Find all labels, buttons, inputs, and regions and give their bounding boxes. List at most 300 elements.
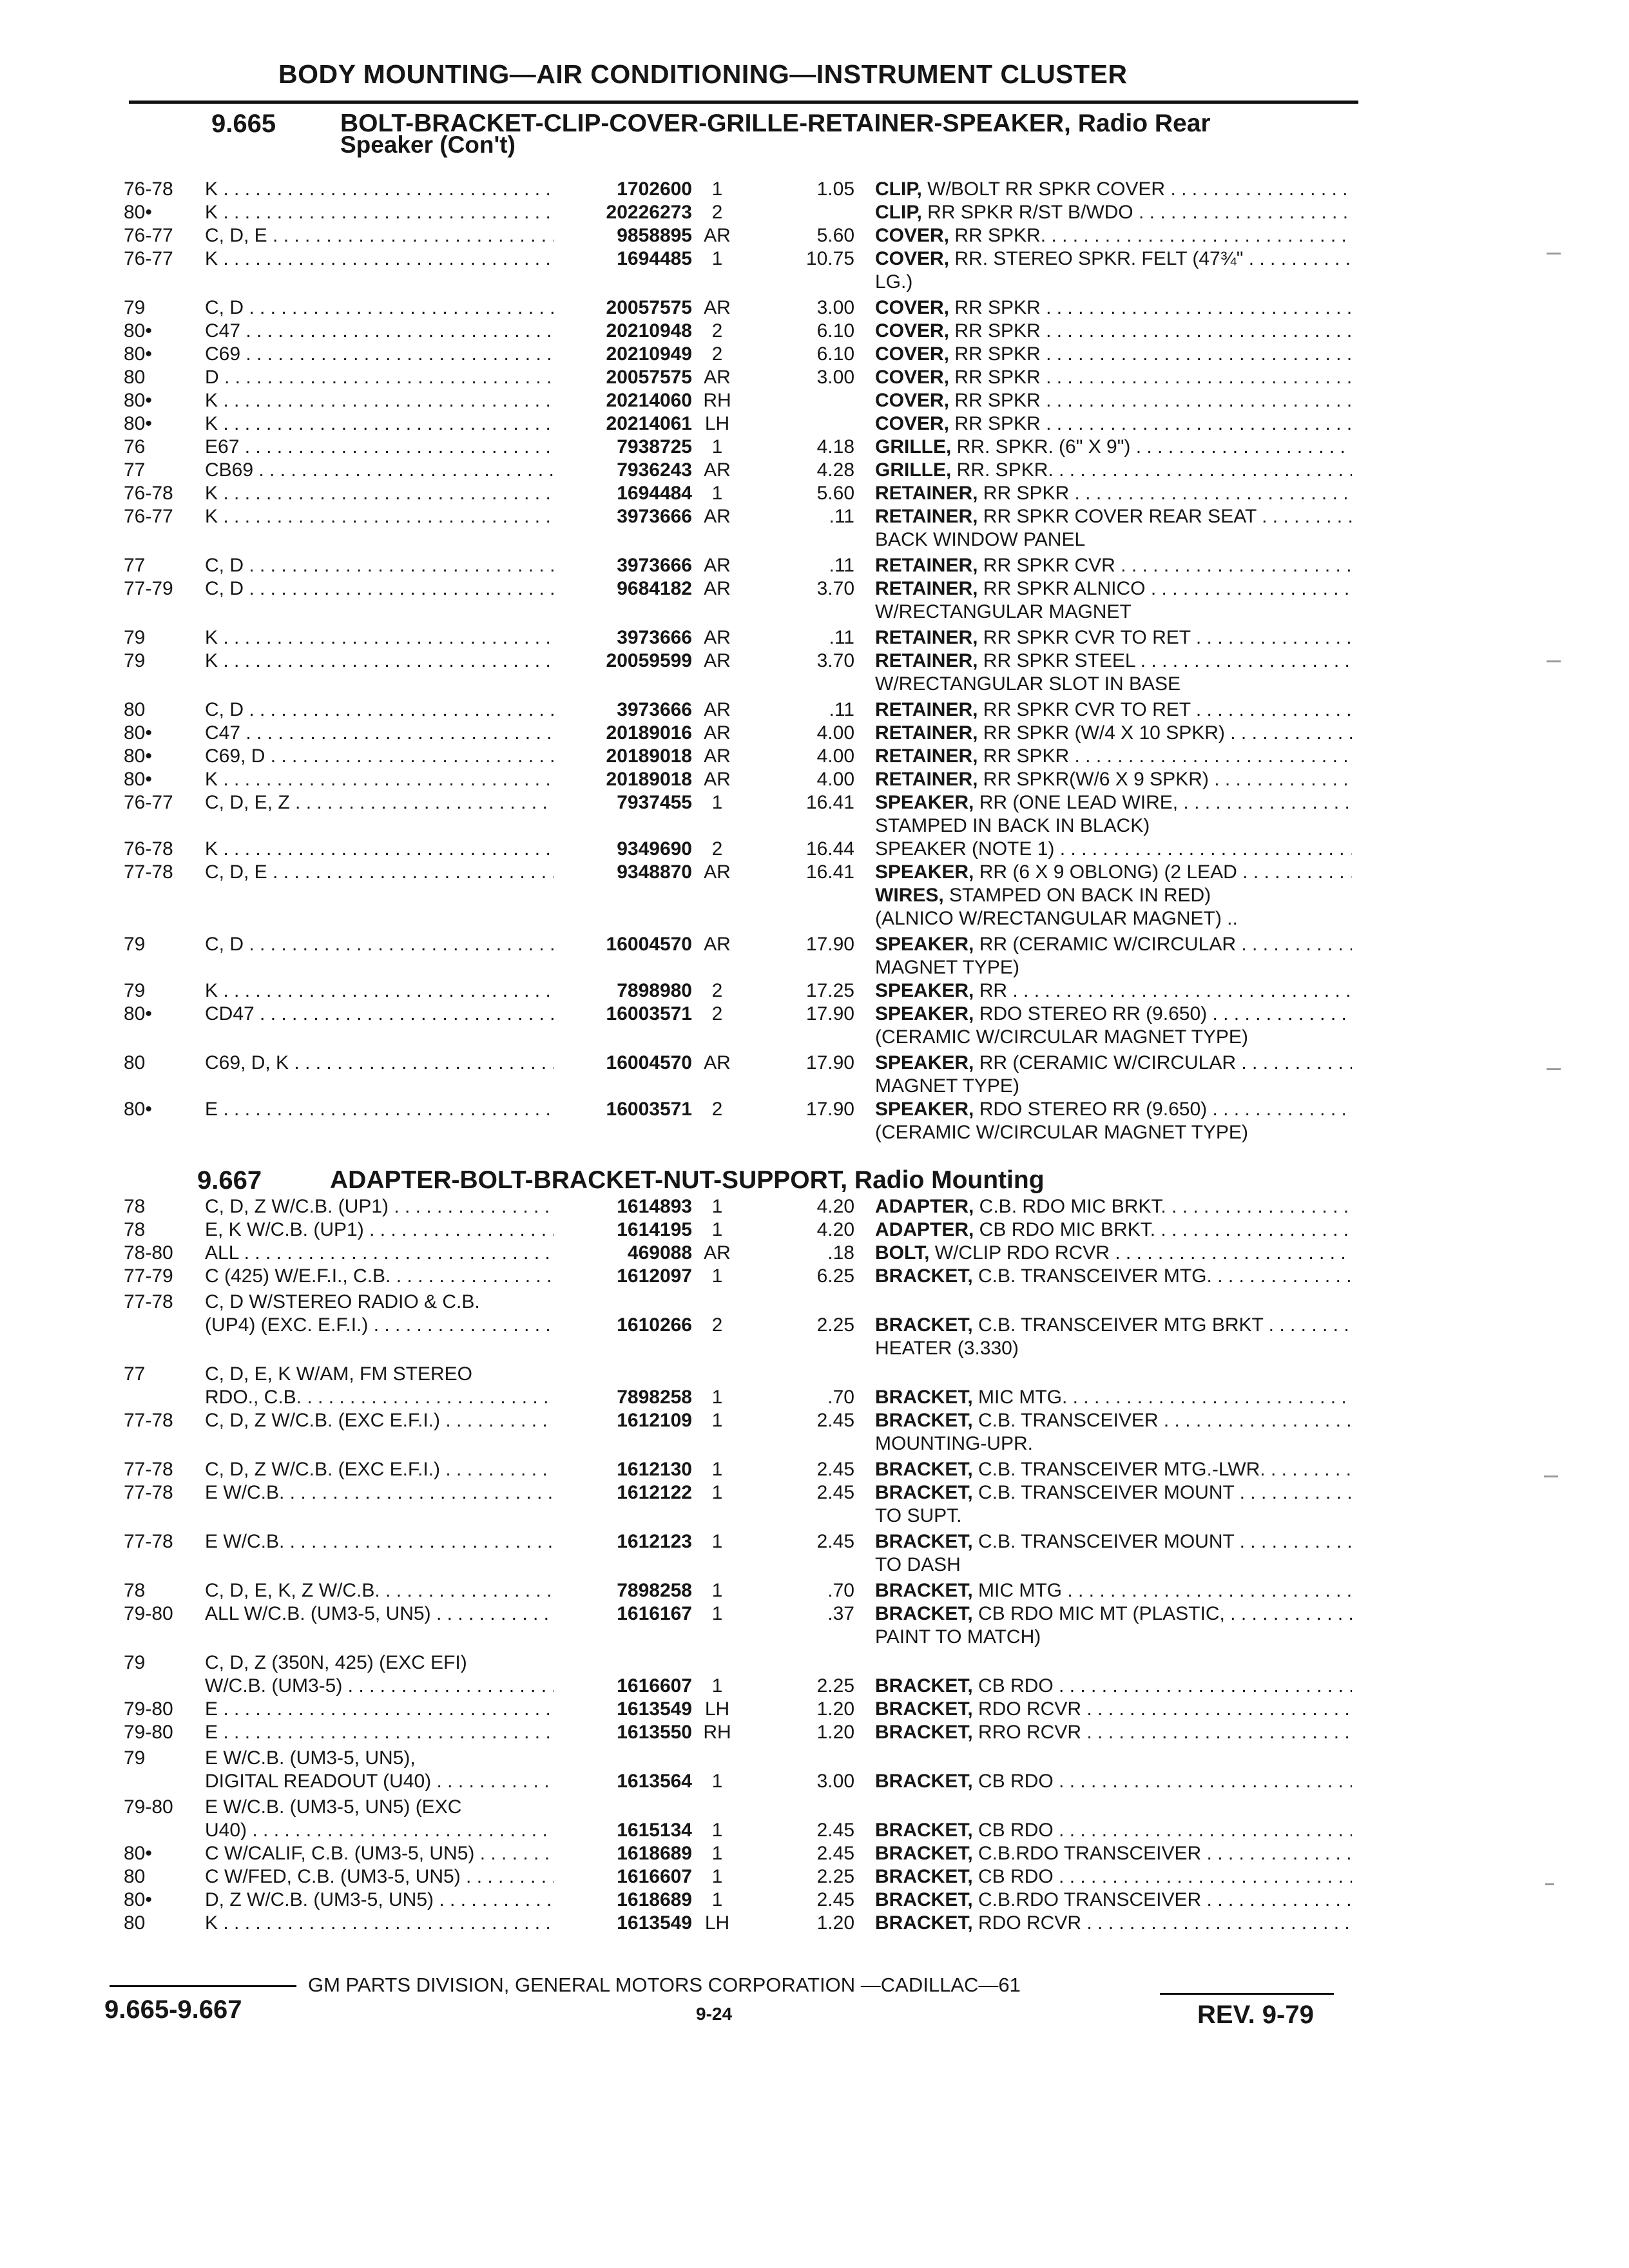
table-row bbox=[0, 1602, 1629, 1626]
part-name: BRACKET, bbox=[875, 1820, 973, 1841]
quantity-cell: 1 bbox=[711, 1482, 723, 1503]
quantity-cell: 1 bbox=[711, 1410, 723, 1431]
description-cell: BRACKET, RRO RCVR . . . bbox=[875, 1721, 1352, 1744]
description-cell: MAGNET TYPE) bbox=[875, 957, 1019, 978]
description-cell: CLIP, W/BOLT RR SPKR COVER . . . bbox=[875, 178, 1352, 201]
part-number-cell: 1612097 bbox=[617, 1265, 692, 1287]
description-cell: W/RECTANGULAR SLOT IN BASE bbox=[875, 673, 1181, 695]
table-row bbox=[0, 1458, 1629, 1481]
description-cell: RETAINER, RR SPKR (W/4 X 10 SPKR) . . . bbox=[875, 722, 1352, 745]
description-cell: BRACKET, RDO RCVR . . . bbox=[875, 1912, 1352, 1935]
description-cell: BRACKET, C.B. TRANSCEIVER MOUNT . . . bbox=[875, 1481, 1352, 1504]
table-row bbox=[0, 366, 1629, 389]
year-cell: 76 bbox=[124, 436, 146, 457]
price-cell: 16.44 bbox=[805, 838, 854, 860]
footer-page-number: 9-24 bbox=[696, 2004, 733, 2024]
year-cell: 79 bbox=[124, 980, 146, 1001]
part-name: BRACKET, bbox=[875, 1482, 973, 1503]
table-row bbox=[0, 1432, 1629, 1456]
year-cell: 80• bbox=[124, 1843, 152, 1864]
description-cell: COVER, RR SPKR . . . bbox=[875, 412, 1352, 436]
table-row bbox=[0, 1553, 1629, 1577]
quantity-cell: AR bbox=[704, 722, 731, 744]
model-cell: C47 . . . bbox=[205, 722, 554, 745]
table-row bbox=[0, 1195, 1629, 1218]
price-cell: 17.90 bbox=[805, 934, 854, 955]
part-number-cell: 7898258 bbox=[617, 1387, 692, 1408]
description-cell: SPEAKER, RR (6 X 9 OBLONG) (2 LEAD . . . bbox=[875, 861, 1352, 884]
part-number-cell: 16004570 bbox=[606, 1052, 692, 1073]
table-row bbox=[0, 1314, 1629, 1337]
model-cell: E67 . . . bbox=[205, 436, 554, 459]
price-cell: 10.75 bbox=[805, 248, 854, 269]
model-cell: D, Z W/C.B. (UM3-5, UN5) . . . bbox=[205, 1888, 554, 1912]
table-row bbox=[0, 1912, 1629, 1935]
model-cell: (UP4) (EXC. E.F.I.) . . . bbox=[205, 1314, 554, 1337]
model-cell: C, D, E . . . bbox=[205, 861, 554, 884]
part-name: BRACKET, bbox=[875, 1889, 973, 1910]
year-cell: 79-80 bbox=[124, 1603, 173, 1624]
description-cell: RETAINER, RR SPKR(W/6 X 9 SPKR) . . . bbox=[875, 768, 1352, 791]
table-row bbox=[0, 577, 1629, 601]
part-name: WIRES, bbox=[875, 885, 944, 906]
part-name: COVER, bbox=[875, 248, 950, 269]
part-name: SPEAKER, bbox=[875, 980, 974, 1001]
price-cell: .70 bbox=[827, 1387, 854, 1408]
section-title: ADAPTER-BOLT-BRACKET-NUT-SUPPORT, Radio Mounting bbox=[330, 1166, 1045, 1194]
part-name: BRACKET, bbox=[875, 1843, 973, 1864]
margin-mark bbox=[1547, 253, 1561, 255]
description-cell: BRACKET, MIC MTG . . . bbox=[875, 1579, 1352, 1602]
quantity-cell: AR bbox=[704, 699, 731, 720]
quantity-cell: AR bbox=[704, 1052, 731, 1073]
description-cell: BACK WINDOW PANEL bbox=[875, 529, 1086, 550]
part-name: BRACKET, bbox=[875, 1531, 973, 1552]
model-cell: CD47 . . . bbox=[205, 1003, 554, 1026]
part-name: BRACKET, bbox=[875, 1771, 973, 1792]
description-cell: ADAPTER, C.B. RDO MIC BRKT. . . . bbox=[875, 1195, 1352, 1218]
price-cell: 4.18 bbox=[816, 436, 854, 457]
part-name: ADAPTER, bbox=[875, 1196, 974, 1217]
table-row bbox=[0, 178, 1629, 201]
quantity-cell: 1 bbox=[711, 1771, 723, 1792]
model-cell: K . . . bbox=[205, 247, 554, 271]
table-row bbox=[0, 1003, 1629, 1026]
part-name: SPEAKER, bbox=[875, 792, 974, 813]
part-name: BOLT, bbox=[875, 1242, 930, 1264]
part-name: BRACKET, bbox=[875, 1314, 973, 1336]
description-cell: RETAINER, RR SPKR STEEL . . . bbox=[875, 649, 1352, 673]
table-row bbox=[0, 933, 1629, 956]
table-row bbox=[0, 1698, 1629, 1721]
description-cell: BRACKET, CB RDO . . . bbox=[875, 1865, 1352, 1888]
model-cell: E W/C.B. . . . bbox=[205, 1481, 554, 1504]
footer-rule-left bbox=[110, 1985, 296, 1987]
part-number-cell: 1618689 bbox=[617, 1843, 692, 1864]
part-name: RETAINER, bbox=[875, 769, 978, 790]
model-cell: K . . . bbox=[205, 979, 554, 1003]
quantity-cell: 2 bbox=[711, 980, 723, 1001]
price-cell: 6.25 bbox=[816, 1265, 854, 1287]
description-cell: BOLT, W/CLIP RDO RCVR . . . bbox=[875, 1242, 1352, 1265]
price-cell: 1.05 bbox=[816, 178, 854, 200]
model-cell: CB69 . . . bbox=[205, 459, 554, 482]
model-cell: C, D . . . bbox=[205, 933, 554, 956]
model-cell: K . . . bbox=[205, 412, 554, 436]
margin-mark bbox=[1547, 1068, 1561, 1070]
description-cell: BRACKET, C.B. TRANSCEIVER MTG BRKT . . . bbox=[875, 1314, 1352, 1337]
year-cell: 78 bbox=[124, 1196, 146, 1217]
table-row bbox=[0, 436, 1629, 459]
description-cell: SPEAKER, RR (CERAMIC W/CIRCULAR . . . bbox=[875, 1052, 1352, 1075]
model-cell: K . . . bbox=[205, 626, 554, 649]
part-number-cell: 7937455 bbox=[617, 792, 692, 813]
description-cell: BRACKET, C.B. TRANSCEIVER MTG.-LWR. . . . bbox=[875, 1458, 1352, 1481]
description-cell: RETAINER, RR SPKR CVR . . . bbox=[875, 554, 1352, 577]
part-number-cell: 20057575 bbox=[606, 297, 692, 318]
model-cell: C47 . . . bbox=[205, 320, 554, 343]
model-cell: C69 . . . bbox=[205, 343, 554, 366]
price-cell: 2.45 bbox=[816, 1531, 854, 1552]
description-cell: BRACKET, MIC MTG. . . . bbox=[875, 1386, 1352, 1409]
price-cell: 6.10 bbox=[816, 343, 854, 365]
description-cell: BRACKET, CB RDO MIC MT (PLASTIC, . . . bbox=[875, 1602, 1352, 1626]
table-row bbox=[0, 201, 1629, 224]
description-cell: (ALNICO W/RECTANGULAR MAGNET) .. bbox=[875, 908, 1238, 929]
page-header bbox=[129, 59, 1358, 104]
model-cell: K . . . bbox=[205, 768, 554, 791]
price-cell: 2.25 bbox=[816, 1866, 854, 1887]
part-number-cell: 1694484 bbox=[617, 483, 692, 504]
quantity-cell: RH bbox=[703, 390, 731, 411]
quantity-cell: AR bbox=[704, 555, 731, 576]
description-cell: COVER, RR SPKR. . . . bbox=[875, 224, 1352, 247]
part-number-cell: 1612123 bbox=[617, 1531, 692, 1552]
quantity-cell: AR bbox=[704, 459, 731, 481]
model-cell: C69, D . . . bbox=[205, 745, 554, 768]
part-name: COVER, bbox=[875, 343, 950, 365]
price-cell: 2.45 bbox=[816, 1482, 854, 1503]
description-cell: BRACKET, C.B. TRANSCEIVER MOUNT . . . bbox=[875, 1530, 1352, 1553]
model-cell: K . . . bbox=[205, 1912, 554, 1935]
price-cell: 4.00 bbox=[816, 722, 854, 744]
table-row bbox=[0, 412, 1629, 436]
description-cell: PAINT TO MATCH) bbox=[875, 1626, 1041, 1648]
quantity-cell: 2 bbox=[711, 1314, 723, 1336]
part-number-cell: 1612122 bbox=[617, 1482, 692, 1503]
quantity-cell: LH bbox=[704, 1912, 730, 1934]
section-title: BOLT-BRACKET-CLIP-COVER-GRILLE-RETAINER-SPEAKER, Radio Rear Speaker (Con't) bbox=[340, 110, 1211, 158]
year-cell: 80 bbox=[124, 367, 146, 388]
description-cell: RETAINER, RR SPKR CVR TO RET . . . bbox=[875, 698, 1352, 722]
table-row bbox=[0, 1242, 1629, 1265]
year-cell: 79-80 bbox=[124, 1722, 173, 1743]
description-cell: TO DASH bbox=[875, 1554, 961, 1575]
table-row bbox=[0, 271, 1629, 294]
part-name: BRACKET, bbox=[875, 1580, 973, 1601]
table-row bbox=[0, 247, 1629, 271]
quantity-cell: 2 bbox=[711, 838, 723, 860]
quantity-cell: 1 bbox=[711, 1459, 723, 1480]
table-row bbox=[0, 601, 1629, 624]
description-cell: COVER, RR SPKR . . . bbox=[875, 366, 1352, 389]
table-row bbox=[0, 1337, 1629, 1360]
year-cell: 77-78 bbox=[124, 1291, 173, 1312]
model-cell: E . . . bbox=[205, 1721, 554, 1744]
model-cell: E . . . bbox=[205, 1698, 554, 1721]
quantity-cell: AR bbox=[704, 297, 731, 318]
year-cell: 79 bbox=[124, 934, 146, 955]
table-row bbox=[0, 343, 1629, 366]
model-cell: C, D, E, Z . . . bbox=[205, 791, 554, 814]
part-name: COVER, bbox=[875, 297, 950, 318]
price-cell: .37 bbox=[827, 1603, 854, 1624]
year-cell: 80 bbox=[124, 1866, 146, 1887]
price-cell: 1.20 bbox=[816, 1722, 854, 1743]
description-cell: BRACKET, CB RDO . . . bbox=[875, 1675, 1352, 1698]
part-name: BRACKET, bbox=[875, 1603, 973, 1624]
table-row bbox=[0, 649, 1629, 673]
model-cell: E . . . bbox=[205, 1098, 554, 1121]
table-row bbox=[0, 459, 1629, 482]
description-cell: COVER, RR SPKR . . . bbox=[875, 389, 1352, 412]
table-row bbox=[0, 1796, 1629, 1819]
price-cell: 3.00 bbox=[816, 1771, 854, 1792]
part-name: GRILLE, bbox=[875, 459, 952, 481]
part-number-cell: 1615134 bbox=[617, 1820, 692, 1841]
margin-mark bbox=[1544, 1475, 1558, 1477]
margin-mark bbox=[1545, 1883, 1554, 1885]
page-title: BODY MOUNTING—AIR CONDITIONING—INSTRUMENT CLUSTER bbox=[278, 59, 1128, 89]
price-cell: .11 bbox=[829, 699, 854, 720]
model-cell: K . . . bbox=[205, 201, 554, 224]
quantity-cell: 1 bbox=[711, 1387, 723, 1408]
quantity-cell: 1 bbox=[711, 1675, 723, 1696]
price-cell: .18 bbox=[827, 1242, 854, 1264]
price-cell: 16.41 bbox=[805, 792, 854, 813]
description-cell: STAMPED IN BACK IN BLACK) bbox=[875, 815, 1150, 836]
description-cell: RETAINER, RR SPKR COVER REAR SEAT . . . bbox=[875, 505, 1352, 528]
price-cell: 17.90 bbox=[805, 1099, 854, 1120]
price-cell: 5.60 bbox=[816, 225, 854, 246]
part-name: BRACKET, bbox=[875, 1459, 973, 1480]
quantity-cell: AR bbox=[704, 769, 731, 790]
part-number-cell: 7898258 bbox=[617, 1580, 692, 1601]
price-cell: 4.20 bbox=[816, 1219, 854, 1240]
quantity-cell: 2 bbox=[711, 343, 723, 365]
part-name: CLIP, bbox=[875, 178, 922, 200]
part-name: RETAINER, bbox=[875, 722, 978, 744]
table-row bbox=[0, 1409, 1629, 1432]
table-row bbox=[0, 224, 1629, 247]
quantity-cell: 2 bbox=[711, 1003, 723, 1024]
description-cell: RETAINER, RR SPKR . . . bbox=[875, 745, 1352, 768]
year-cell: 77-78 bbox=[124, 861, 173, 883]
table-row bbox=[0, 626, 1629, 649]
part-number-cell: 9349690 bbox=[617, 838, 692, 860]
part-number-cell: 1610266 bbox=[617, 1314, 692, 1336]
model-cell: D . . . bbox=[205, 366, 554, 389]
table-row bbox=[0, 884, 1629, 907]
table-row bbox=[0, 1747, 1629, 1770]
quantity-cell: RH bbox=[703, 1722, 731, 1743]
quantity-cell: 1 bbox=[711, 1265, 723, 1287]
quantity-cell: 1 bbox=[711, 1866, 723, 1887]
section-subtitle: Speaker (Con't) bbox=[340, 131, 516, 158]
quantity-cell: LH bbox=[704, 413, 730, 434]
part-name: COVER, bbox=[875, 390, 950, 411]
description-cell: RETAINER, RR SPKR ALNICO . . . bbox=[875, 577, 1352, 601]
part-name: BRACKET, bbox=[875, 1410, 973, 1431]
description-cell: HEATER (3.330) bbox=[875, 1338, 1019, 1359]
model-cell: C, D . . . bbox=[205, 698, 554, 722]
description-cell: BRACKET, C.B. TRANSCEIVER . . . bbox=[875, 1409, 1352, 1432]
part-number-cell: 1616607 bbox=[617, 1675, 692, 1696]
table-row bbox=[0, 814, 1629, 838]
quantity-cell: AR bbox=[704, 861, 731, 883]
part-name: RETAINER, bbox=[875, 555, 978, 576]
part-number-cell: 1613549 bbox=[617, 1912, 692, 1934]
description-cell: RETAINER, RR SPKR CVR TO RET . . . bbox=[875, 626, 1352, 649]
quantity-cell: AR bbox=[704, 506, 731, 527]
part-number-cell: 20210949 bbox=[606, 343, 692, 365]
year-cell: 80 bbox=[124, 1052, 146, 1073]
year-cell: 79 bbox=[124, 650, 146, 671]
footer-revision: REV. 9-79 bbox=[1197, 2001, 1314, 2029]
table-row bbox=[0, 1842, 1629, 1865]
price-cell: .70 bbox=[827, 1580, 854, 1601]
model-cell: K . . . bbox=[205, 838, 554, 861]
quantity-cell: LH bbox=[704, 1698, 730, 1720]
quantity-cell: 1 bbox=[711, 436, 723, 457]
section-number: 9.667 bbox=[197, 1166, 262, 1195]
model-cell: C, D . . . bbox=[205, 296, 554, 320]
part-name: COVER, bbox=[875, 320, 950, 341]
description-cell: SPEAKER, RDO STEREO RR (9.650) . . . bbox=[875, 1098, 1352, 1121]
description-cell: SPEAKER, RR . . . bbox=[875, 979, 1352, 1003]
table-row bbox=[0, 979, 1629, 1003]
part-name: SPEAKER, bbox=[875, 1052, 974, 1073]
model-cell: C, D, Z (350N, 425) (EXC EFI) bbox=[205, 1652, 467, 1673]
model-cell: C, D, E, K W/AM, FM STEREO bbox=[205, 1363, 473, 1385]
table-row bbox=[0, 698, 1629, 722]
part-number-cell: 3973666 bbox=[617, 627, 692, 648]
part-name: BRACKET, bbox=[875, 1912, 973, 1934]
model-cell: W/C.B. (UM3-5) . . . bbox=[205, 1675, 554, 1698]
part-name: CLIP, bbox=[875, 202, 922, 223]
table-row bbox=[0, 1770, 1629, 1793]
price-cell: 17.25 bbox=[805, 980, 854, 1001]
description-cell: BRACKET, C.B. TRANSCEIVER MTG. . . . bbox=[875, 1265, 1352, 1288]
table-row bbox=[0, 768, 1629, 791]
part-name: RETAINER, bbox=[875, 699, 978, 720]
part-number-cell: 1613549 bbox=[617, 1698, 692, 1720]
year-cell: 77-78 bbox=[124, 1531, 173, 1552]
model-cell: K . . . bbox=[205, 389, 554, 412]
description-cell: CLIP, RR SPKR R/ST B/WDO . . . bbox=[875, 201, 1352, 224]
part-number-cell: 16003571 bbox=[606, 1003, 692, 1024]
model-cell: C, D . . . bbox=[205, 577, 554, 601]
description-cell: (CERAMIC W/CIRCULAR MAGNET TYPE) bbox=[875, 1026, 1248, 1048]
quantity-cell: 1 bbox=[711, 178, 723, 200]
table-row bbox=[0, 1865, 1629, 1888]
quantity-cell: 1 bbox=[711, 1820, 723, 1841]
description-cell: SPEAKER, RR (CERAMIC W/CIRCULAR . . . bbox=[875, 933, 1352, 956]
year-cell: 77-78 bbox=[124, 1459, 173, 1480]
quantity-cell: 1 bbox=[711, 483, 723, 504]
part-name: COVER, bbox=[875, 367, 950, 388]
price-cell: 5.60 bbox=[816, 483, 854, 504]
model-cell: DIGITAL READOUT (U40) . . . bbox=[205, 1770, 554, 1793]
description-cell: COVER, RR SPKR . . . bbox=[875, 343, 1352, 366]
year-cell: 77 bbox=[124, 555, 146, 576]
model-cell: E W/C.B. (UM3-5, UN5), bbox=[205, 1747, 416, 1769]
part-number-cell: 1616607 bbox=[617, 1866, 692, 1887]
part-name: RETAINER, bbox=[875, 745, 978, 767]
table-row bbox=[0, 722, 1629, 745]
part-name: BRACKET, bbox=[875, 1675, 973, 1696]
price-cell: 4.00 bbox=[816, 745, 854, 767]
price-cell: 3.70 bbox=[816, 578, 854, 599]
table-row bbox=[0, 1675, 1629, 1698]
year-cell: 80• bbox=[124, 745, 152, 767]
model-cell: C, D, E . . . bbox=[205, 224, 554, 247]
price-cell: 3.00 bbox=[816, 367, 854, 388]
quantity-cell: 2 bbox=[711, 320, 723, 341]
part-number-cell: 1702600 bbox=[617, 178, 692, 200]
year-cell: 77-79 bbox=[124, 578, 173, 599]
table-row bbox=[0, 1888, 1629, 1912]
table-row bbox=[0, 1026, 1629, 1049]
year-cell: 79-80 bbox=[124, 1698, 173, 1720]
part-name: COVER, bbox=[875, 413, 950, 434]
part-name: RETAINER, bbox=[875, 506, 978, 527]
description-cell: BRACKET, CB RDO . . . bbox=[875, 1819, 1352, 1842]
table-row bbox=[0, 1530, 1629, 1553]
quantity-cell: 1 bbox=[711, 1531, 723, 1552]
model-cell: C, D, Z W/C.B. (UP1) . . . bbox=[205, 1195, 554, 1218]
year-cell: 80• bbox=[124, 769, 152, 790]
quantity-cell: 1 bbox=[711, 1843, 723, 1864]
part-name: SPEAKER, bbox=[875, 1099, 974, 1120]
quantity-cell: AR bbox=[704, 578, 731, 599]
price-cell: 3.70 bbox=[816, 650, 854, 671]
price-cell: 4.28 bbox=[816, 459, 854, 481]
model-cell: U40) . . . bbox=[205, 1819, 554, 1842]
table-row bbox=[0, 907, 1629, 930]
year-cell: 78 bbox=[124, 1219, 146, 1240]
year-cell: 77 bbox=[124, 1363, 146, 1385]
year-cell: 80• bbox=[124, 1003, 152, 1024]
year-cell: 79 bbox=[124, 627, 146, 648]
part-number-cell: 3973666 bbox=[617, 506, 692, 527]
quantity-cell: 2 bbox=[711, 202, 723, 223]
year-cell: 77-78 bbox=[124, 1410, 173, 1431]
part-number-cell: 20189018 bbox=[606, 769, 692, 790]
model-cell: K . . . bbox=[205, 482, 554, 505]
model-cell: C69, D, K . . . bbox=[205, 1052, 554, 1075]
table-row bbox=[0, 296, 1629, 320]
description-cell: BRACKET, C.B.RDO TRANSCEIVER . . . bbox=[875, 1842, 1352, 1865]
part-number-cell: 20059599 bbox=[606, 650, 692, 671]
part-number-cell: 1618689 bbox=[617, 1889, 692, 1910]
year-cell: 76-78 bbox=[124, 483, 173, 504]
part-number-cell: 1612130 bbox=[617, 1459, 692, 1480]
price-cell: 2.45 bbox=[816, 1820, 854, 1841]
quantity-cell: 1 bbox=[711, 1196, 723, 1217]
description-cell: BRACKET, RDO RCVR . . . bbox=[875, 1698, 1352, 1721]
table-row bbox=[0, 673, 1629, 696]
